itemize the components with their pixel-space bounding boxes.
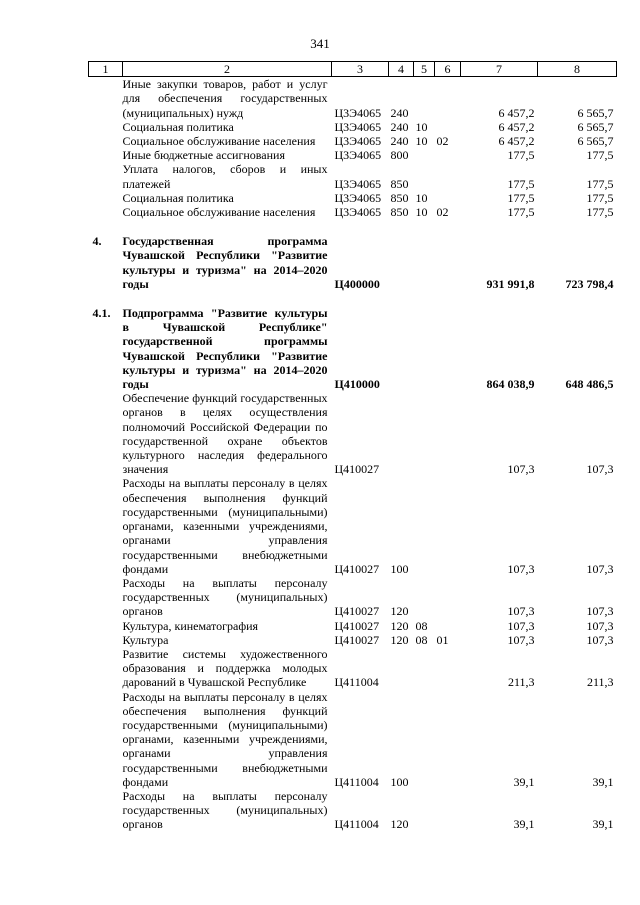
amount-year-2: 6 565,7 [577, 105, 614, 120]
row-spacer [89, 291, 617, 306]
row-name: Культура, кинематография [122, 618, 259, 633]
target-article-code: Ц3Э4065 [334, 205, 382, 220]
target-article-code: Ц411004 [334, 675, 379, 690]
amount-year-1: 6 457,2 [498, 105, 535, 120]
page-number: 341 [310, 36, 330, 51]
amount-year-2: 39,1 [592, 774, 614, 789]
row-number [89, 120, 123, 134]
section-code: 10 [415, 119, 428, 134]
expense-type-code: 240 [390, 119, 409, 134]
amount-year-1: 107,3 [507, 561, 535, 576]
amount-year-1: 177,5 [507, 148, 535, 163]
section-code [414, 576, 435, 619]
subsection-code [435, 619, 461, 633]
target-article-code: Ц3Э4065 [334, 134, 382, 149]
amount-year-2: 6 565,7 [577, 119, 614, 134]
expense-type-code [389, 391, 414, 476]
row-name: Подпрограмма "Развитие культуры в Чувашской Республике" государственной программы Чувашской Республики "Развитие культуры и туризма" на 2014–2020 годы [122, 306, 328, 392]
section-code [414, 690, 435, 789]
target-article-code: Ц400000 [334, 276, 380, 291]
amount-year-1: 6 457,2 [498, 134, 535, 149]
target-article-code: Ц410027 [334, 561, 380, 576]
column-header: 6 [435, 62, 461, 77]
expense-type-code: 120 [390, 618, 409, 633]
column-header: 4 [389, 62, 414, 77]
amount-year-1: 177,5 [507, 205, 535, 220]
table-row [89, 391, 617, 476]
amount-year-2: 648 486,5 [565, 377, 614, 392]
row-number [89, 162, 123, 190]
row-name: Социальная политика [122, 119, 234, 134]
subsection-code: 02 [436, 134, 449, 149]
row-number [89, 647, 123, 690]
amount-year-2: 723 798,4 [565, 276, 614, 291]
row-name: Социальная политика [122, 190, 234, 205]
subsection-code [435, 162, 461, 190]
column-header: 8 [538, 62, 617, 77]
expense-type-code: 850 [390, 190, 409, 205]
amount-year-1: 931 991,8 [486, 276, 535, 291]
target-article-code: Ц3Э4065 [334, 119, 382, 134]
subsection-code [435, 576, 461, 619]
section-code [414, 148, 435, 162]
target-article-code: Ц3Э4065 [334, 190, 382, 205]
amount-year-1: 6 457,2 [498, 119, 535, 134]
subsection-code: 01 [436, 632, 449, 647]
expense-type-code: 850 [390, 176, 409, 191]
amount-year-2: 107,3 [586, 462, 614, 477]
section-code [414, 306, 435, 391]
table-row [89, 576, 617, 619]
table-row [89, 205, 617, 219]
subsection-code [435, 647, 461, 690]
row-name: Государственная программа Чувашской Республики "Развитие культуры и туризма" на 2014–2020 годы [122, 234, 328, 291]
amount-year-2: 107,3 [586, 604, 614, 619]
row-name: Иные закупки товаров, работ и услуг для обеспечения государственных (муниципальных) нужд [122, 77, 328, 120]
expense-type-code: 800 [390, 148, 409, 163]
row-number: 4.1. [92, 306, 111, 321]
table-row [89, 234, 617, 291]
row-name: Расходы на выплаты персоналу государственных (муниципальных) органов [122, 788, 328, 832]
row-name: Расходы на выплаты персоналу государственных (муниципальных) органов [122, 575, 328, 619]
amount-year-2: 177,5 [586, 148, 614, 163]
table-row [89, 77, 617, 120]
row-name: Социальное обслуживание населения [122, 134, 316, 149]
amount-year-2: 211,3 [586, 675, 614, 690]
subsection-code [435, 77, 461, 120]
subsection-code [435, 191, 461, 205]
amount-year-1: 864 038,9 [486, 377, 535, 392]
section-code [414, 162, 435, 190]
expense-type-code: 240 [390, 105, 409, 120]
amount-year-2: 177,5 [586, 176, 614, 191]
amount-year-1: 177,5 [507, 190, 535, 205]
amount-year-2: 107,3 [586, 561, 614, 576]
section-code: 10 [415, 205, 428, 220]
column-header: 2 [123, 62, 332, 77]
table-row [89, 120, 617, 134]
subsection-code [435, 391, 461, 476]
row-name: Обеспечение функций государственных органов в целях осуществления полномочий Российской Федерации по государственной охране объектов культурного наследия федерального значения [122, 391, 328, 477]
target-article-code: Ц3Э4065 [334, 148, 382, 163]
target-article-code: Ц411004 [334, 817, 379, 832]
target-article-code: Ц3Э4065 [334, 105, 382, 120]
section-code [414, 789, 435, 832]
row-number [89, 633, 123, 647]
expense-type-code: 100 [390, 774, 409, 789]
table-row [89, 633, 617, 647]
table-row [89, 134, 617, 148]
subsection-code [435, 234, 461, 291]
target-article-code: Ц410027 [334, 618, 380, 633]
section-code [414, 647, 435, 690]
column-header: 3 [332, 62, 389, 77]
row-name: Расходы на выплаты персоналу в целях обеспечения выполнения функций государственными (муниципальными) органами, казенными учреждениями, органами управления государственными внебюджетными фондами [122, 476, 328, 576]
row-number [89, 148, 123, 162]
amount-year-1: 107,3 [507, 618, 535, 633]
column-header: 7 [461, 62, 538, 77]
subsection-code [435, 148, 461, 162]
target-article-code: Ц3Э4065 [334, 176, 382, 191]
target-article-code: Ц410027 [334, 632, 380, 647]
expense-type-code: 120 [390, 817, 409, 832]
expense-type-code: 240 [390, 134, 409, 149]
row-name: Социальное обслуживание населения [122, 205, 316, 220]
expense-type-code: 850 [390, 205, 409, 220]
row-number [89, 205, 123, 219]
row-number: 4. [92, 234, 102, 249]
row-name: Уплата налогов, сборов и иных платежей [122, 162, 328, 191]
table-row [89, 162, 617, 190]
row-number [89, 690, 123, 789]
section-code: 10 [415, 190, 428, 205]
target-article-code: Ц410027 [334, 604, 380, 619]
table-row [89, 191, 617, 205]
amount-year-2: 6 565,7 [577, 134, 614, 149]
subsection-code: 02 [436, 205, 449, 220]
amount-year-1: 39,1 [513, 817, 535, 832]
subsection-code [435, 690, 461, 789]
subsection-code [435, 476, 461, 575]
row-name: Развитие системы художественного образования и поддержка молодых дарований в Чувашской Республике [122, 646, 328, 690]
amount-year-1: 107,3 [507, 604, 535, 619]
section-code [414, 234, 435, 291]
target-article-code: Ц411004 [334, 774, 379, 789]
subsection-code [435, 120, 461, 134]
section-code: 08 [415, 618, 428, 633]
row-name: Культура [122, 632, 169, 647]
section-code [414, 391, 435, 476]
amount-year-2: 107,3 [586, 618, 614, 633]
table-row [89, 619, 617, 633]
expense-type-code [389, 647, 414, 690]
expense-type-code: 120 [390, 632, 409, 647]
row-number [89, 576, 123, 619]
table-row [89, 306, 617, 391]
row-number [89, 476, 123, 575]
expense-type-code [389, 306, 414, 391]
section-code [414, 476, 435, 575]
table-row [89, 789, 617, 832]
amount-year-2: 177,5 [586, 190, 614, 205]
row-number [89, 789, 123, 832]
table-row [89, 647, 617, 690]
expense-type-code: 100 [390, 561, 409, 576]
amount-year-1: 107,3 [507, 632, 535, 647]
section-code [414, 77, 435, 120]
amount-year-1: 107,3 [507, 462, 535, 477]
expense-type-code: 120 [390, 604, 409, 619]
expense-type-code [389, 234, 414, 291]
row-name: Иные бюджетные ассигнования [122, 148, 285, 163]
amount-year-1: 39,1 [513, 774, 535, 789]
target-article-code: Ц410027 [334, 462, 380, 477]
row-number [89, 619, 123, 633]
row-number [89, 134, 123, 148]
section-code: 08 [415, 632, 428, 647]
amount-year-2: 107,3 [586, 632, 614, 647]
section-code: 10 [415, 134, 428, 149]
row-spacer [89, 219, 617, 234]
spacer-cell [89, 291, 617, 306]
budget-table [88, 61, 617, 832]
row-number [89, 391, 123, 476]
target-article-code: Ц410000 [334, 377, 380, 392]
spacer-cell [89, 219, 617, 234]
column-number-header [89, 62, 617, 77]
subsection-code [435, 306, 461, 391]
table-row [89, 148, 617, 162]
amount-year-1: 211,3 [507, 675, 535, 690]
column-header: 5 [414, 62, 435, 77]
amount-year-2: 177,5 [586, 205, 614, 220]
subsection-code [435, 789, 461, 832]
row-name: Расходы на выплаты персоналу в целях обеспечения выполнения функций государственными (муниципальными) органами, казенными учреждениями, органами управления государственными внебюджетными фондами [122, 689, 328, 789]
row-number [89, 191, 123, 205]
table-row [89, 690, 617, 789]
amount-year-2: 39,1 [592, 817, 614, 832]
row-number [89, 77, 123, 120]
table-row [89, 476, 617, 575]
column-header: 1 [89, 62, 123, 77]
amount-year-1: 177,5 [507, 176, 535, 191]
